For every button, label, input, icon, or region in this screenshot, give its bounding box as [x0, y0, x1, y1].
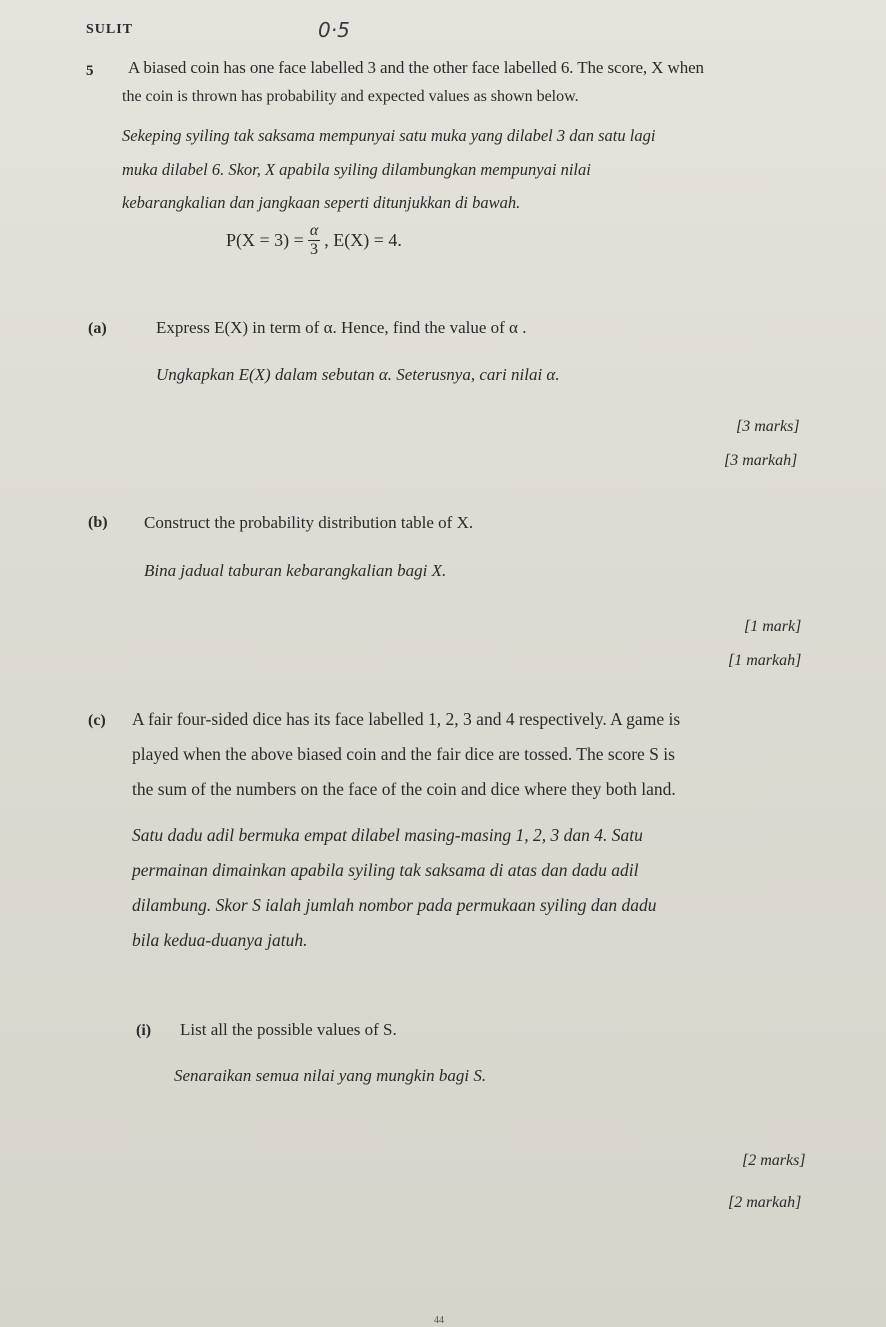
formula-denominator: 3	[310, 240, 319, 258]
intro-ms-line-3: kebarangkalian dan jangkaan seperti ditunjukkan di bawah.	[122, 193, 521, 212]
intro-ms-line-1: Sekeping syiling tak saksama mempunyai satu muka yang dilabel 3 dan satu lagi	[122, 126, 656, 145]
part-b-label: (b)	[88, 514, 108, 531]
part-c-i-marks-en	[742, 1152, 806, 1170]
part-c-text-ms-line-1: Satu dadu adil bermuka empat dilabel masing-masing 1, 2, 3 dan 4. Satu	[132, 825, 643, 845]
part-c-i-marks-ms	[728, 1194, 801, 1212]
part-a-marks-en-text: [3 marks]	[736, 418, 800, 435]
part-c-text-ms-line-3: dilambung. Skor S ialah jumlah nombor pada permukaan syiling dan dadu	[132, 895, 657, 915]
intro-ms-line-2: muka dilabel 6. Skor, X apabila syiling dilambungkan mempunyai nilai	[122, 160, 591, 179]
part-b-marks-en-text: [1 mark]	[744, 618, 802, 635]
part-c-text-ms-line-2: permainan dimainkan apabila syiling tak saksama di atas dan dadu adil	[132, 860, 639, 880]
handwritten-note: 0·5	[318, 18, 350, 42]
formula-numerator: α	[309, 222, 319, 239]
question-number: 5	[86, 63, 94, 79]
intro-en-line-1: A biased coin has one face labelled 3 and the other face labelled 6. The score, X when	[128, 58, 704, 77]
part-b-marks-en	[744, 618, 801, 636]
sulit-header: SULIT	[86, 22, 134, 37]
part-a-text-ms: Ungkapkan E(X) dalam sebutan α. Seterusnya, cari nilai α.	[156, 365, 560, 384]
part-c-i-text-ms: Senaraikan semua nilai yang mungkin bagi S.	[174, 1066, 487, 1085]
part-b-text-ms: Bina jadual taburan kebarangkalian bagi X.	[144, 561, 447, 580]
intro-en-line-2: the coin is thrown has probability and expected values as shown below.	[122, 88, 579, 105]
formula-rhs: , E(X) = 4.	[324, 229, 402, 250]
part-a-marks-ms	[724, 452, 797, 470]
given-formula	[226, 222, 402, 258]
page-number: 44	[434, 1315, 444, 1326]
part-a-marks-ms-text: [3 markah]	[724, 452, 798, 469]
formula-fraction	[308, 222, 320, 258]
part-a-label: (a)	[88, 320, 107, 337]
part-b-marks-ms-text: [1 markah]	[728, 652, 802, 669]
part-a-text-en: Express E(X) in term of α. Hence, find the value of α .	[156, 318, 527, 337]
part-c-i-text-en: List all the possible values of S.	[180, 1020, 397, 1039]
part-c-label: (c)	[88, 712, 106, 729]
part-b-text-en: Construct the probability distribution table of X.	[144, 513, 474, 532]
part-c-text-en-line-2: played when the above biased coin and the fair dice are tossed. The score S is	[132, 744, 675, 764]
part-a-marks-en	[736, 418, 800, 436]
part-b-marks-ms	[728, 652, 801, 670]
part-c-text-en-line-3: the sum of the numbers on the face of the coin and dice where they both land.	[132, 779, 676, 799]
part-c-i-marks-ms-text: [2 markah]	[728, 1194, 802, 1211]
part-c-i-marks-en-text: [2 marks]	[742, 1152, 806, 1169]
formula-lhs: P(X = 3) =	[226, 229, 304, 250]
part-c-text-en-line-1: A fair four-sided dice has its face labelled 1, 2, 3 and 4 respectively. A game is	[132, 709, 681, 729]
part-c-text-ms-line-4: bila kedua-duanya jatuh.	[132, 930, 308, 950]
part-c-i-label: (i)	[136, 1022, 152, 1039]
